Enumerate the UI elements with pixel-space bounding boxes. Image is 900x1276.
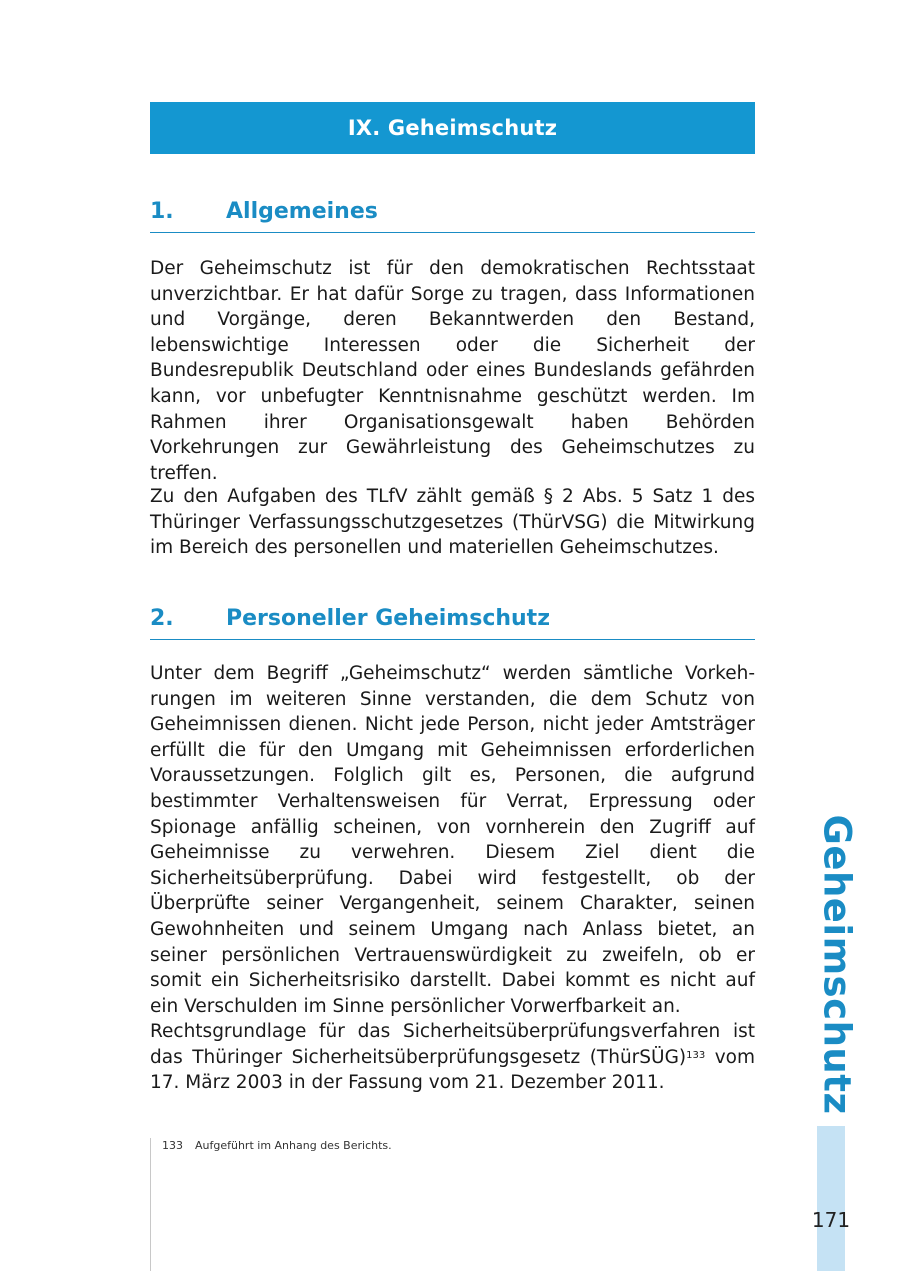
footnote-marker[interactable]: 133 <box>686 1049 706 1061</box>
paragraph: Zu den Aufgaben des TLfV zählt gemäß § 2 Abs. 5 Satz 1 des Thüringer Verfassungsschutzgesetzes (ThürVSG) die Mitwirkung im Bereich des personellen und materiellen Geheimschutzes. <box>150 486 755 559</box>
side-tab-text: Geheimschutz <box>815 814 859 1114</box>
section-title: Personeller Geheimschutz <box>226 606 551 631</box>
paragraph: Der Geheimschutz ist für den demokratischen Rechtsstaat unverzichtbar. Er hat dafür Sorge zu tragen, dass Informationen und Vorgänge, deren Bekanntwerden den Bestand, lebenswichtige Interessen oder die Sicherheit der Bundesrepublik Deutschland oder eines Bundeslands gefährden kann, vor unbefugter Kenntnisnahme geschützt werden. Im Rahmen ihrer Organisationsgewalt haben Behörden Vorkehrungen zur Gewährleistung des Geheimschutzes zu treffen. <box>150 258 755 484</box>
footnote-rule <box>150 1138 151 1271</box>
paragraph-text-tail: vom 17. März 2003 in der Fassung vom 21. Dezember 2011. <box>150 1046 755 1094</box>
paragraph-text: Rechtsgrundlage für das Sicherheitsüberprüfungsverfahren ist das Thüringer Sicherheitsüberprüfungsgesetz (ThürSÜG) <box>150 1021 755 1068</box>
section-heading-personeller-geheimschutz <box>150 606 755 640</box>
chapter-title-banner <box>150 102 755 154</box>
footnote-text: Aufgeführt im Anhang des Berichts. <box>195 1139 392 1152</box>
side-tab-label <box>815 814 859 1114</box>
section-number: 1. <box>150 199 174 224</box>
footnote-number: 133 <box>162 1139 183 1152</box>
chapter-title: IX. Geheimschutz <box>347 116 558 140</box>
paragraph-with-footnote <box>150 1019 755 1096</box>
paragraph: Unter dem Begriff „Geheimschutz“ werden sämtliche Vorkehrungen im weiteren Sinne verstanden, die dem Schutz von Geheimnissen dienen. Nicht jede Person, nicht jeder Amtsträger erfüllt die für den Umgang mit Geheimnissen erforderlichen Voraussetzungen. Folglich gilt es, Personen, die aufgrund bestimmter Verhaltensweisen für Verrat, Erpressung oder Spionage anfällig scheinen, von vornherein den Zugriff auf Geheimnisse zu verwehren. Diesem Ziel dient die Sicherheitsüberprüfung. Dabei wird festgestellt, ob der Überprüfte seiner Vergangenheit, seinem Charakter, seinen Gewohnheiten und seinem Umgang nach Anlass bietet, an seiner persönlichen Vertrauenswürdigkeit zu zweifeln, ob er somit ein Sicherheitsrisiko darstellt. Dabei kommt es nicht auf ein Verschulden im Sinne persönlicher Vorwerfbarkeit an. <box>150 663 755 1017</box>
section-heading-allgemeines <box>150 199 755 233</box>
footnote <box>162 1139 392 1152</box>
page-number-box <box>817 1126 845 1271</box>
section-title: Allgemeines <box>226 199 378 224</box>
section-number: 2. <box>150 606 174 631</box>
page-number: 171 <box>811 1208 851 1232</box>
